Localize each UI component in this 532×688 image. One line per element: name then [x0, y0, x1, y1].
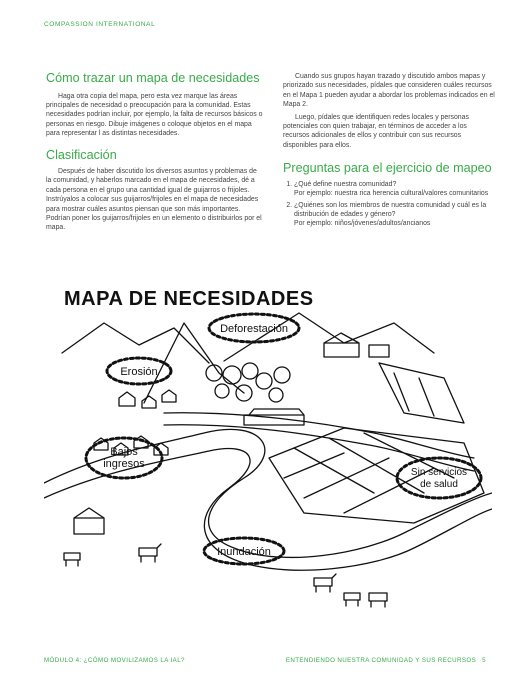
questions-list	[283, 180, 495, 229]
houses	[74, 333, 389, 534]
question-item	[294, 180, 495, 199]
paragraph-how-to: Haga otra copia del mapa, pero esta vez marque las áreas principales de necesidad o preocupación para la comunidad. Estas necesidades podrían incluir, por ejemplo, la falta de recursos básicos o personas en riesgo. Dibuje imágenes o coloque objetos en el mapa para representar l as distintas necesidades.	[46, 92, 263, 138]
footer-section	[286, 657, 486, 664]
section-title-how-to: Cómo trazar un mapa de necesidades	[46, 71, 260, 85]
paragraph-networks: Luego, pídales que identifiquen redes locales y personas potenciales con quien trabajar, en términos de acceder a los recursos adicionales de ellos y contribuir con sus recursos disponibles para ellos.	[283, 113, 469, 149]
question-text: ¿Quiénes son los miembros de nuestra comunidad y cuál es la distribución de edades y género?	[294, 201, 487, 218]
svg-text:Erosión: Erosión	[120, 366, 158, 378]
question-text: ¿Qué define nuestra comunidad?	[294, 180, 397, 188]
svg-text:ingresos: ingresos	[103, 458, 145, 470]
label-deforestation	[209, 314, 299, 342]
svg-text:de salud: de salud	[420, 479, 458, 490]
label-erosion	[107, 358, 171, 384]
paragraph-resources: Cuando sus grupos hayan trazado y discutido ambos mapas y priorizado sus necesidades, pídales que consideren cuáles recursos en el Mapa 1 pueden ayudar a abordar los problemas indicados en el Mapa 2.	[283, 73, 495, 109]
svg-text:Deforestación: Deforestación	[220, 323, 288, 335]
footer-module: MÓDULO 4: ¿CÓMO MOVILIZAMOS LA IAL?	[44, 657, 185, 664]
question-example: Por ejemplo: niños/jóvenes/adultos/ancianos	[294, 220, 431, 228]
section-title-classification: Clasificación	[46, 147, 117, 162]
svg-text:Bajos: Bajos	[110, 446, 138, 458]
right-column	[283, 72, 495, 231]
page-number: 5	[482, 657, 486, 664]
section-title-questions: Preguntas para el ejercicio de mapeo	[283, 161, 492, 176]
label-low-income	[86, 438, 162, 478]
svg-text:Inundación: Inundación	[217, 546, 271, 558]
question-example: Por ejemplo: nuestra rica herencia cultural/valores comunitarios	[294, 190, 489, 198]
label-flood	[204, 538, 284, 564]
footer-section-title: ENTENDIENDO NUESTRA COMUNIDAD Y SUS RECURSOS	[285, 657, 477, 664]
svg-text:Sin servicios: Sin servicios	[410, 467, 468, 478]
farm-fields	[269, 363, 484, 523]
map-title: MAPA DE NECESIDADES	[64, 288, 314, 310]
left-column	[46, 72, 264, 236]
label-no-health-services	[397, 458, 481, 498]
question-item	[294, 201, 495, 229]
needs-map-illustration	[44, 283, 492, 639]
header-org: COMPASSION INTERNATIONAL	[44, 21, 156, 28]
forest-trees	[206, 363, 290, 402]
paragraph-classification: Después de haber discutido los diversos asuntos y problemas de la comunidad, y haberlos marcado en el mapa de necesidades, dé a cada persona en el grupo una cantidad igual de guijarros o frijoles. Instrúyalos a colocar sus guijarros/frijoles en el mapa de necesidades para mostrar cuáles asuntos piensan que son más importantes. Podrían poner los guijarros/frijoles en un elemento o distribuirlos por el mapa.	[46, 168, 262, 232]
